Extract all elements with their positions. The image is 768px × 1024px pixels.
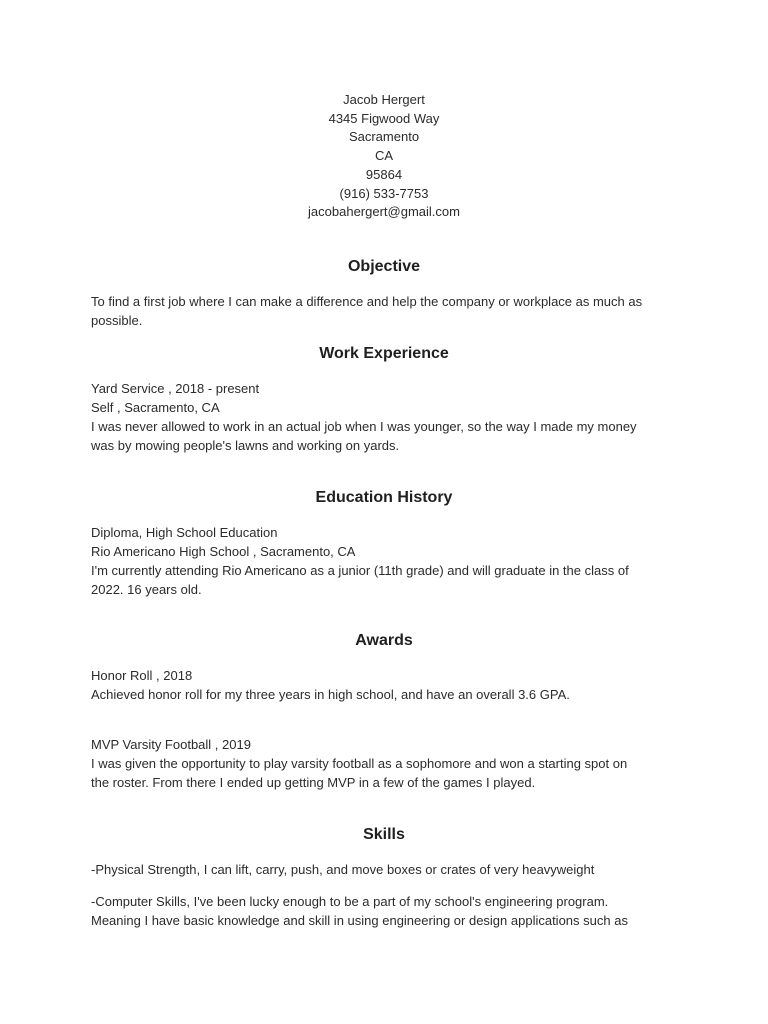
work-experience-entry: [91, 379, 691, 455]
skill-item: [91, 892, 691, 930]
skill-line: -Computer Skills, I've been lucky enough to be a part of my school's engineering program.: [91, 894, 609, 909]
objective-text: [91, 292, 691, 330]
award-description-line: I was given the opportunity to play varsity football as a sophomore and won a starting spot on: [91, 756, 628, 771]
education-entry: [91, 523, 691, 599]
education-description-line: 2022. 16 years old.: [91, 582, 202, 597]
contact-state: CA: [374, 148, 394, 164]
objective-line: possible.: [91, 313, 143, 328]
award-description-line: Achieved honor roll for my three years in high school, and have an overall 3.6 GPA.: [91, 687, 570, 702]
awards-heading: Awards: [355, 632, 413, 649]
contact-email: jacobahergert@gmail.com: [308, 204, 460, 220]
award-entry: [91, 735, 691, 792]
work-employer: Self , Sacramento, CA: [91, 400, 220, 415]
award-entry: [91, 666, 691, 704]
award-description-line: the roster. From there I ended up getting MVP in a few of the games I played.: [91, 775, 536, 790]
contact-city: Sacramento: [348, 129, 420, 145]
objective-heading: Objective: [347, 258, 421, 275]
award-title: Honor Roll , 2018: [91, 668, 193, 683]
work-experience-heading: Work Experience: [319, 345, 449, 362]
contact-block: [0, 91, 768, 222]
skill-line: -Physical Strength, I can lift, carry, push, and move boxes or crates of very heavyweight: [91, 862, 595, 877]
objective-line: To find a first job where I can make a difference and help the company or workplace as much as: [91, 294, 643, 309]
education-heading: Education History: [315, 489, 453, 506]
contact-name: Jacob Hergert: [343, 92, 425, 107]
skill-item: [91, 860, 691, 879]
contact-street: 4345 Figwood Way: [328, 110, 440, 126]
work-description-line: I was never allowed to work in an actual job when I was younger, so the way I made my money: [91, 419, 637, 434]
education-degree: Diploma, High School Education: [91, 525, 278, 540]
education-description-line: I'm currently attending Rio Americano as a junior (11th grade) and will graduate in the class of: [91, 563, 629, 578]
education-school: Rio Americano High School , Sacramento, CA: [91, 544, 356, 559]
skills-heading: Skills: [363, 826, 405, 843]
contact-zip: 95864: [365, 166, 403, 182]
work-title: Yard Service , 2018 - present: [91, 381, 260, 396]
contact-phone: (916) 533-7753: [339, 185, 429, 201]
skill-line: Meaning I have basic knowledge and skill in using engineering or design applications such as: [91, 913, 628, 928]
work-description-line: was by mowing people's lawns and working on yards.: [91, 438, 400, 453]
award-title: MVP Varsity Football , 2019: [91, 737, 251, 752]
